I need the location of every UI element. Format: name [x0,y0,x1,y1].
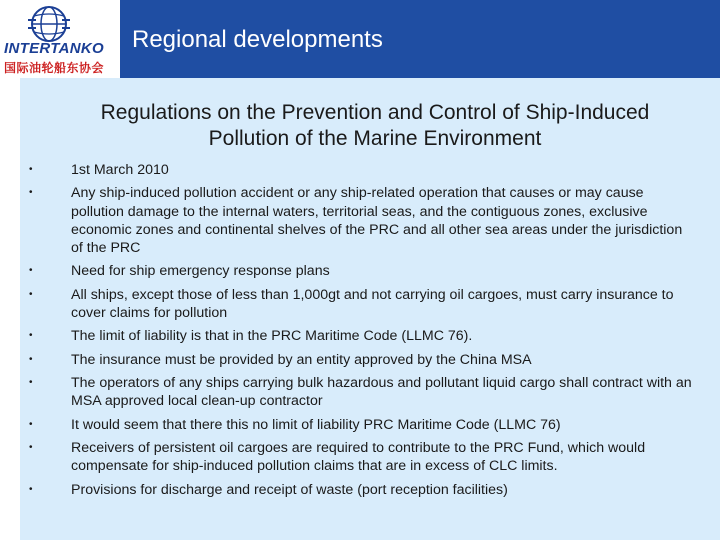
bullet-item [22,286,694,322]
slide-title-line-1: Regulations on the Prevention and Control of Ship-Induced [100,101,650,124]
bullet-text: Any ship-induced pollution accident or any ship-related operation that causes or may cause pollution damage to the internal waters, territorial seas, and the contiguous zones, exclusive economic zones and continental shelves of the PRC and all other sea areas under the jurisdiction of the PRC [71,185,683,256]
bullet-item [22,439,694,475]
slide-title-line-2: Pollution of the Marine Environment [208,127,542,150]
bullet-item [22,374,694,410]
bullet-item [22,481,694,499]
left-margin [0,78,20,540]
header-title: Regional developments [132,26,383,53]
bullet-text: The insurance must be provided by an entity approved by the China MSA [71,351,532,368]
bullet-dot-icon: • [29,418,33,430]
bullet-item [22,416,694,434]
bullet-text: All ships, except those of less than 1,000gt and not carrying oil cargoes, must carry insurance to cover claims for pollution [71,286,674,321]
bullet-text: The operators of any ships carrying bulk hazardous and pollutant liquid cargo shall contract with an MSA approved local clean-up contractor [71,375,692,410]
bullet-item [22,351,694,369]
bullet-text: Provisions for discharge and receipt of waste (port reception facilities) [71,481,508,498]
bullet-dot-icon: • [29,187,33,199]
logo-name: INTERTANKO [4,40,104,57]
bullet-text: It would seem that there this no limit of liability PRC Maritime Code (LLMC 76) [71,416,561,433]
bullet-dot-icon: • [29,442,33,454]
logo-chinese-name: 国际油轮船东协会 [4,61,105,75]
bullet-list [22,161,694,504]
bullet-item [22,327,694,345]
slide-title [40,100,710,152]
bullet-dot-icon: • [29,164,33,175]
bullet-text: Need for ship emergency response plans [71,263,330,280]
bullet-text: 1st March 2010 [71,162,169,178]
globe-logo-icon [26,4,72,44]
bullet-item [22,184,694,257]
bullet-dot-icon: • [29,288,33,300]
bullet-text: The limit of liability is that in the PRC Maritime Code (LLMC 76). [71,328,473,345]
logo [0,0,120,78]
bullet-dot-icon: • [29,265,33,277]
bullet-dot-icon: • [29,483,33,495]
bullet-dot-icon: • [29,377,33,389]
bullet-item [22,161,694,179]
bullet-text: Receivers of persistent oil cargoes are required to contribute to the PRC Fund, which would compensate for ship-induced pollution claims that are in excess of CLC limits. [71,440,646,475]
bullet-dot-icon: • [29,330,33,342]
bullet-dot-icon: • [29,353,33,365]
bullet-item [22,262,694,280]
